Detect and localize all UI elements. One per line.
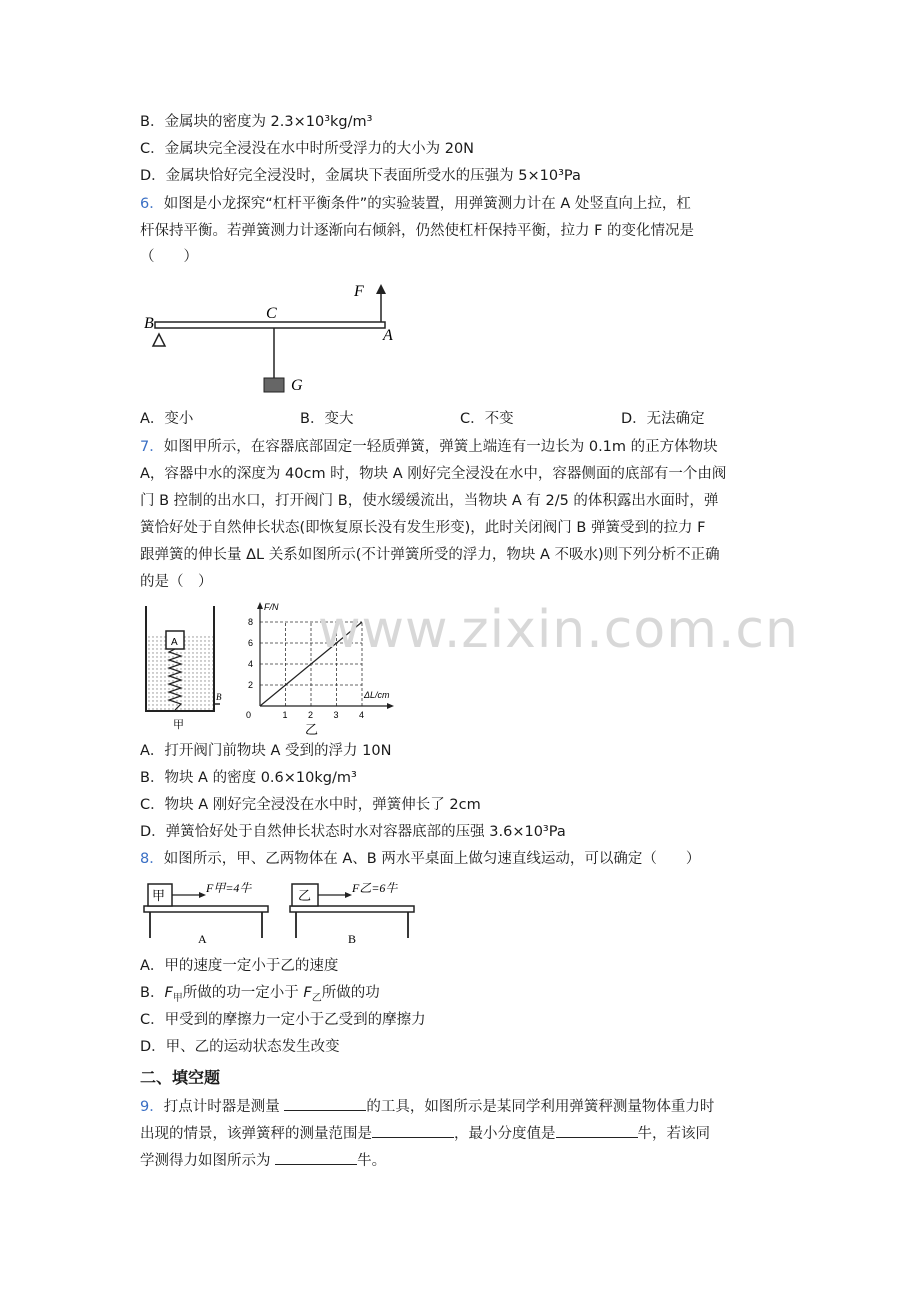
q8-option-c: C．甲受到的摩擦力一定小于乙受到的摩擦力	[140, 1012, 426, 1028]
blank-1[interactable]	[284, 1096, 366, 1111]
q5-option-d: D．金属块恰好完全浸没时，金属块下表面所受水的压强为 5×10³Pa	[140, 168, 581, 184]
q6-stem-line3: （ ）	[140, 249, 198, 265]
q8-option-b: B．$F_甲$所做的功一定小于 $F_乙$所做的功	[140, 985, 380, 1004]
label-a: A	[383, 327, 393, 344]
q6-option-d: D．无法确定	[621, 411, 705, 427]
force-jia-label: F甲=4牛	[206, 881, 252, 895]
q8-number: 8．	[140, 851, 164, 867]
lever-bar	[155, 322, 385, 328]
blank-4[interactable]	[275, 1150, 357, 1165]
caption-jia: 甲	[173, 718, 184, 731]
q5-option-b: B．金属块的密度为 2.3×10³kg/m³	[140, 114, 373, 130]
q7-stem-line3: 门 B 控制的出水口，打开阀门 B，使水缓缓流出，当物块 A 有 2/5 的体积露出水面时，弹	[140, 493, 719, 509]
sub-yi: 乙	[311, 992, 322, 1004]
q6-option-c: C．不变	[460, 411, 514, 427]
x-axis-arrow	[387, 703, 394, 709]
label-c: C	[266, 305, 277, 322]
valve-label: B	[216, 692, 222, 702]
xtick-0: 0	[246, 710, 252, 720]
q9-line3: 学测得力如图所示为 牛。	[140, 1150, 386, 1171]
table-a-label: A	[198, 932, 207, 946]
q7-stem-line5: 跟弹簧的伸长量 ΔL 关系如图所示(不计弹簧所受的浮力，物块 A 不吸水)则下列分析不正确	[140, 547, 720, 563]
blank-3[interactable]	[556, 1123, 638, 1138]
q7-stem-line1: 7．如图甲所示，在容器底部固定一轻质弹簧，弹簧上端连有一边长为 0.1m 的正方体物块	[140, 439, 718, 455]
ytick-4: 4	[248, 659, 254, 669]
force-yi-label: F乙=6牛	[352, 881, 398, 895]
q6-options	[140, 409, 780, 429]
q9-line2: 出现的情景，该弹簧秤的测量范围是 ，最小分度值是 牛，若该同	[140, 1123, 710, 1144]
q7-option-d: D．弹簧恰好处于自然伸长状态时水对容器底部的压强 3.6×10³Pa	[140, 824, 566, 840]
q6-stem-line1: 6．如图是小龙探究“杠杆平衡条件”的实验装置，用弹簧测力计在 A 处竖直向上拉，杠	[140, 196, 691, 212]
force-yi-arrowhead	[345, 892, 352, 898]
block-a-label: A	[171, 637, 178, 648]
label-f: F	[354, 283, 364, 300]
q7-stem-line6: 的是（ ）	[140, 574, 213, 590]
q8-option-a: A．甲的速度一定小于乙的速度	[140, 958, 339, 974]
x-axis-label: ΔL/cm	[364, 690, 390, 700]
caption-yi: 乙	[305, 723, 319, 736]
ytick-6: 6	[248, 638, 254, 648]
q7-stem-line4: 簧恰好处于自然伸长状态(即恢复原长没有发生形变)，此时关闭阀门 B 弹簧受到的拉力 F	[140, 520, 706, 536]
table-b-label: B	[348, 932, 357, 946]
xtick-4: 4	[359, 710, 365, 720]
box-jia-label: 甲	[152, 889, 166, 904]
q6-option-b: B．变大	[300, 411, 354, 427]
q8-stem-line1: 8．如图所示，甲、乙两物体在 A、B 两水平桌面上做匀速直线运动，可以确定（ ）	[140, 851, 701, 867]
q9-number: 9．	[140, 1099, 164, 1115]
pivot-triangle	[153, 334, 165, 346]
q7-option-a: A．打开阀门前物块 A 受到的浮力 10N	[140, 743, 392, 759]
sub-jia: 甲	[172, 992, 183, 1004]
force-jia-arrowhead	[199, 892, 206, 898]
q6-stem-line2: 杆保持平衡。若弹簧测力计逐渐向右倾斜，仍然使杠杆保持平衡，拉力 F 的变化情况是	[140, 223, 695, 239]
xtick-3: 3	[333, 710, 339, 720]
two-tables-figure	[140, 876, 430, 948]
q6-option-a: A．变小	[140, 411, 194, 427]
table-b-top	[290, 906, 414, 912]
lever-figure	[140, 276, 410, 406]
q8-option-d: D．甲、乙的运动状态发生改变	[140, 1039, 340, 1055]
q7-number: 7．	[140, 439, 164, 455]
y-axis-label: F/N	[264, 602, 279, 612]
watermark: www.zixin.com.cn	[318, 600, 799, 660]
q6-number: 6．	[140, 196, 164, 212]
q7-option-c: C．物块 A 刚好完全浸没在水中时，弹簧伸长了 2cm	[140, 797, 481, 813]
blank-2[interactable]	[372, 1123, 454, 1138]
q7-option-b: B．物块 A 的密度 0.6×10kg/m³	[140, 770, 357, 786]
label-b: B	[144, 315, 154, 332]
box-yi-label: 乙	[298, 889, 312, 904]
ytick-8: 8	[248, 617, 254, 627]
xtick-1: 1	[282, 710, 288, 720]
weight-g	[264, 378, 284, 392]
label-g: G	[291, 377, 303, 394]
q9-line1: 9．打点计时器是测量 的工具，如图所示是某同学利用弹簧秤测量物体重力时	[140, 1096, 714, 1117]
force-arrowhead	[376, 284, 386, 294]
table-a-top	[144, 906, 268, 912]
container-figure	[140, 604, 230, 736]
section-heading: 二、填空题	[140, 1068, 221, 1087]
xtick-2: 2	[308, 710, 314, 720]
ytick-2: 2	[248, 680, 254, 690]
q5-option-c: C．金属块完全浸没在水中时所受浮力的大小为 20N	[140, 141, 475, 157]
y-axis-arrow	[257, 602, 263, 609]
q7-stem-line2: A，容器中水的深度为 40cm 时，物块 A 刚好完全浸没在水中，容器侧面的底部有一个由阀	[140, 466, 727, 482]
